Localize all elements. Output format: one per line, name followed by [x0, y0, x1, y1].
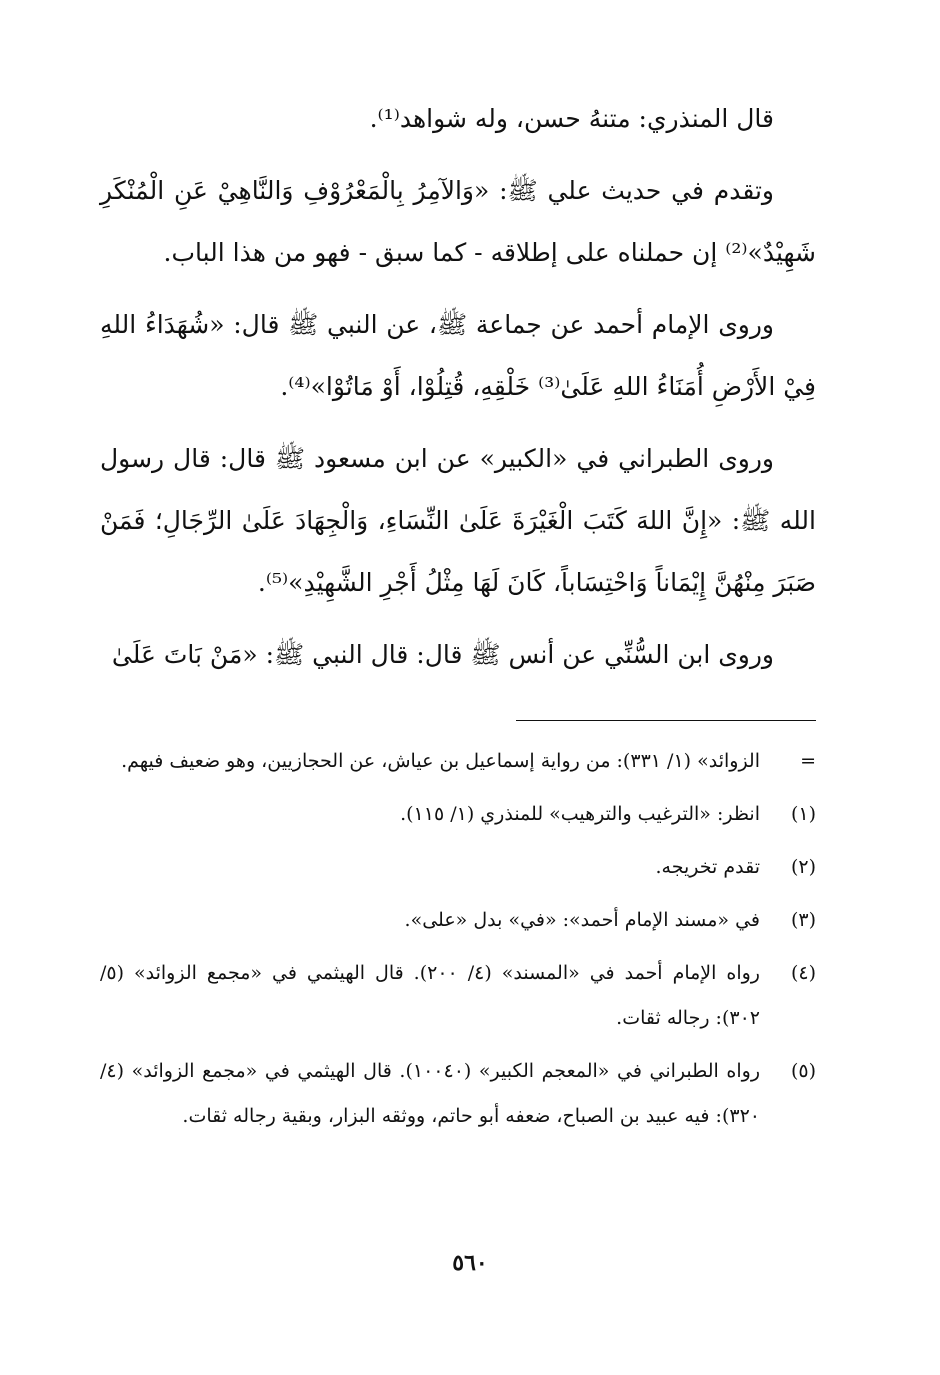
footnote-divider: [516, 720, 816, 721]
footnote-4: [100, 951, 816, 1041]
footnote-text: الزوائد» (١/ ٣٣١): من رواية إسماعيل بن عياش، عن الحجازيين، وهو ضعيف فيهم.: [121, 750, 760, 772]
footnote-number: (٥): [790, 1060, 816, 1082]
footnote-text: تقدم تخريجه.: [655, 856, 760, 878]
page-content: [100, 88, 816, 1147]
footnote-text: رواه الإمام أحمد في «المسند» (٤/ ٢٠٠). قال الهيثمي في «مجمع الزوائد» (٥/ ٣٠٢): رجاله ثقات.: [100, 962, 760, 1029]
footnote-2: [100, 845, 816, 890]
footnote-text: انظر: «الترغيب والترهيب» للمنذري (١/ ١١٥).: [400, 803, 760, 825]
paragraph: وروى ابن السُّنِّي عن أنس ﷺ قال: قال النبي ﷺ: «مَنْ بَاتَ عَلَىٰ: [111, 640, 774, 669]
main-text: [100, 88, 816, 686]
footnote-text: رواه الطبراني في «المعجم الكبير» (١٠٠٤٠). قال الهيثمي في «مجمع الزوائد» (٤/ ٣٢٠): فيه عبيد بن الصباح، ضعفه أبو حاتم، ووثقه البزار، وبقية رجاله ثقات.: [100, 1060, 760, 1127]
footnote-number: (٤): [790, 962, 816, 984]
footnote-text: في «مسند الإمام أحمد»: «في» بدل «على».: [404, 909, 760, 931]
footnote-number: (٢): [790, 856, 816, 878]
paragraph: قال المنذري: متنهُ حسن، وله شواهد⁽¹⁾.: [369, 104, 774, 133]
paragraph: وروى الإمام أحمد عن جماعة ﷺ، عن النبي ﷺ قال: «شُهَدَاءُ اللهِ فِيْ الأَرْضِ أُمَنَاءُ اللهِ عَلَىٰ⁽³⁾ خَلْقِهِ، قُتِلُوْا، أَوْ مَاتُوْا»⁽⁴⁾.: [100, 310, 816, 401]
footnote-5: [100, 1049, 816, 1139]
page-number: ٥٦٠: [452, 1250, 488, 1276]
footnote-number: (١): [790, 803, 816, 825]
footnote-3: [100, 898, 816, 943]
footnote-number: (٣): [790, 909, 816, 931]
paragraph: وتقدم في حديث علي ﷺ: «وَالآمِرُ بِالْمَعْرُوْفِ وَالنَّاهِيْ عَنِ الْمُنْكَرِ شَهِيْدٌ»⁽²⁾ إن حملناه على إطلاقه - كما سبق - فهو من هذا الباب.: [100, 176, 816, 267]
footnote-marker: =: [800, 750, 816, 772]
footnotes: [100, 739, 816, 1139]
footnote-1: [100, 792, 816, 837]
paragraph: وروى الطبراني في «الكبير» عن ابن مسعود ﷺ قال: قال رسول الله ﷺ: «إِنَّ اللهَ كَتَبَ الْغَيْرَةَ عَلَىٰ النِّسَاءِ، وَالْجِهَادَ عَلَىٰ الرِّجَالِ؛ فَمَنْ صَبَرَ مِنْهُنَّ إِيْمَاناً وَاحْتِسَاباً، كَانَ لَهَا مِثْلُ أَجْرِ الشَّهِيْدِ»⁽⁵⁾.: [100, 444, 816, 597]
footnote-continuation: [100, 739, 816, 784]
